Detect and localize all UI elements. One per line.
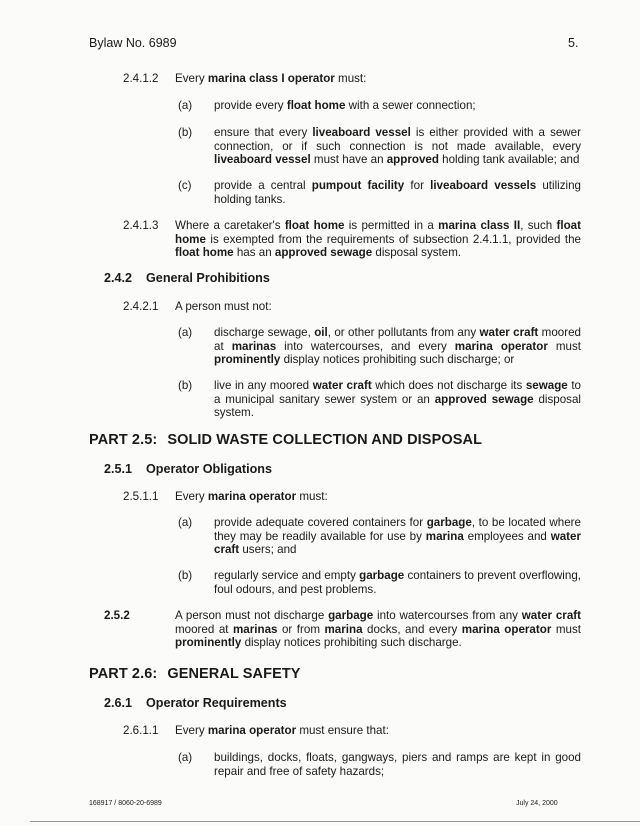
item-label: (a)	[178, 516, 193, 529]
section-heading	[104, 696, 287, 710]
item-text: provide a central pumpout facility for liveaboard vessels utilizing holding tanks.	[214, 179, 581, 206]
clause-number: 2.4.1.2	[123, 72, 159, 85]
clause-number: 2.5.2	[104, 609, 130, 622]
item-label: (c)	[178, 179, 192, 192]
item-label: (b)	[178, 379, 193, 392]
item-label: (a)	[178, 99, 193, 112]
clause-text: A person must not discharge garbage into watercourses from any water craft moored at marinas or from marina docks, and every marina operator must prominently display notices prohibiting such discharge.	[175, 609, 581, 650]
item-text: provide adequate covered containers for garbage, to be located where they may be readily available for use by marina employees and water craft users; and	[214, 516, 581, 557]
document-reference: 168917 / 8060-20-6989	[89, 800, 162, 807]
clause-text: Where a caretaker's float home is permitted in a marina class II, such float home is exempted from the requirements of subsection 2.4.1.1, provided the float home has an approved sewage disposal system.	[175, 219, 581, 260]
section-number: 2.5.1	[104, 462, 133, 476]
section-title: Operator Obligations	[146, 462, 272, 476]
item-text: discharge sewage, oil, or other pollutants from any water craft moored at marinas into watercourses, and every marina operator must prominently display notices prohibiting such discharge; or	[214, 326, 581, 367]
item-text: ensure that every liveaboard vessel is either provided with a sewer connection, or if such connection is not made available, every liveaboard vessel must have an approved holding tank available; and	[214, 126, 581, 167]
clause-intro: Every marina operator must ensure that:	[175, 724, 389, 737]
section-title: General Prohibitions	[146, 271, 270, 285]
part-heading	[89, 432, 482, 448]
clause-number: 2.5.1.1	[123, 490, 159, 503]
clause-number: 2.4.1.3	[123, 219, 159, 232]
bylaw-title: Bylaw No. 6989	[89, 36, 177, 50]
section-number: 2.6.1	[104, 696, 133, 710]
clause-number: 2.6.1.1	[123, 724, 159, 737]
clause-number: 2.4.2.1	[123, 300, 159, 313]
part-heading	[89, 666, 301, 682]
item-text: buildings, docks, floats, gangways, piers and ramps are kept in good repair and free of safety hazards;	[214, 751, 581, 778]
part-title: SOLID WASTE COLLECTION AND DISPOSAL	[167, 432, 483, 448]
page-number: 5.	[568, 36, 579, 50]
clause-intro: Every marina class I operator must:	[175, 72, 367, 85]
item-text: regularly service and empty garbage containers to prevent overflowing, foul odours, and pest problems.	[214, 569, 581, 596]
part-title: GENERAL SAFETY	[167, 666, 301, 682]
section-number: 2.4.2	[104, 271, 133, 285]
item-label: (a)	[178, 326, 193, 339]
section-heading	[104, 271, 270, 285]
clause-intro: A person must not:	[175, 300, 272, 313]
item-text: live in any moored water craft which does not discharge its sewage to a municipal sanitary sewer system or an approved sewage disposal system.	[214, 379, 582, 420]
part-number: PART 2.6:	[89, 666, 158, 682]
item-label: (b)	[178, 569, 193, 582]
section-heading	[104, 462, 272, 476]
item-label: (a)	[178, 751, 193, 764]
clause-intro: Every marina operator must:	[175, 490, 328, 503]
part-number: PART 2.5:	[89, 432, 158, 448]
section-title: Operator Requirements	[146, 696, 287, 710]
item-text: provide every float home with a sewer connection;	[214, 99, 476, 112]
item-label: (b)	[178, 126, 193, 139]
footer-divider	[30, 821, 640, 822]
document-date: July 24, 2000	[516, 800, 558, 807]
